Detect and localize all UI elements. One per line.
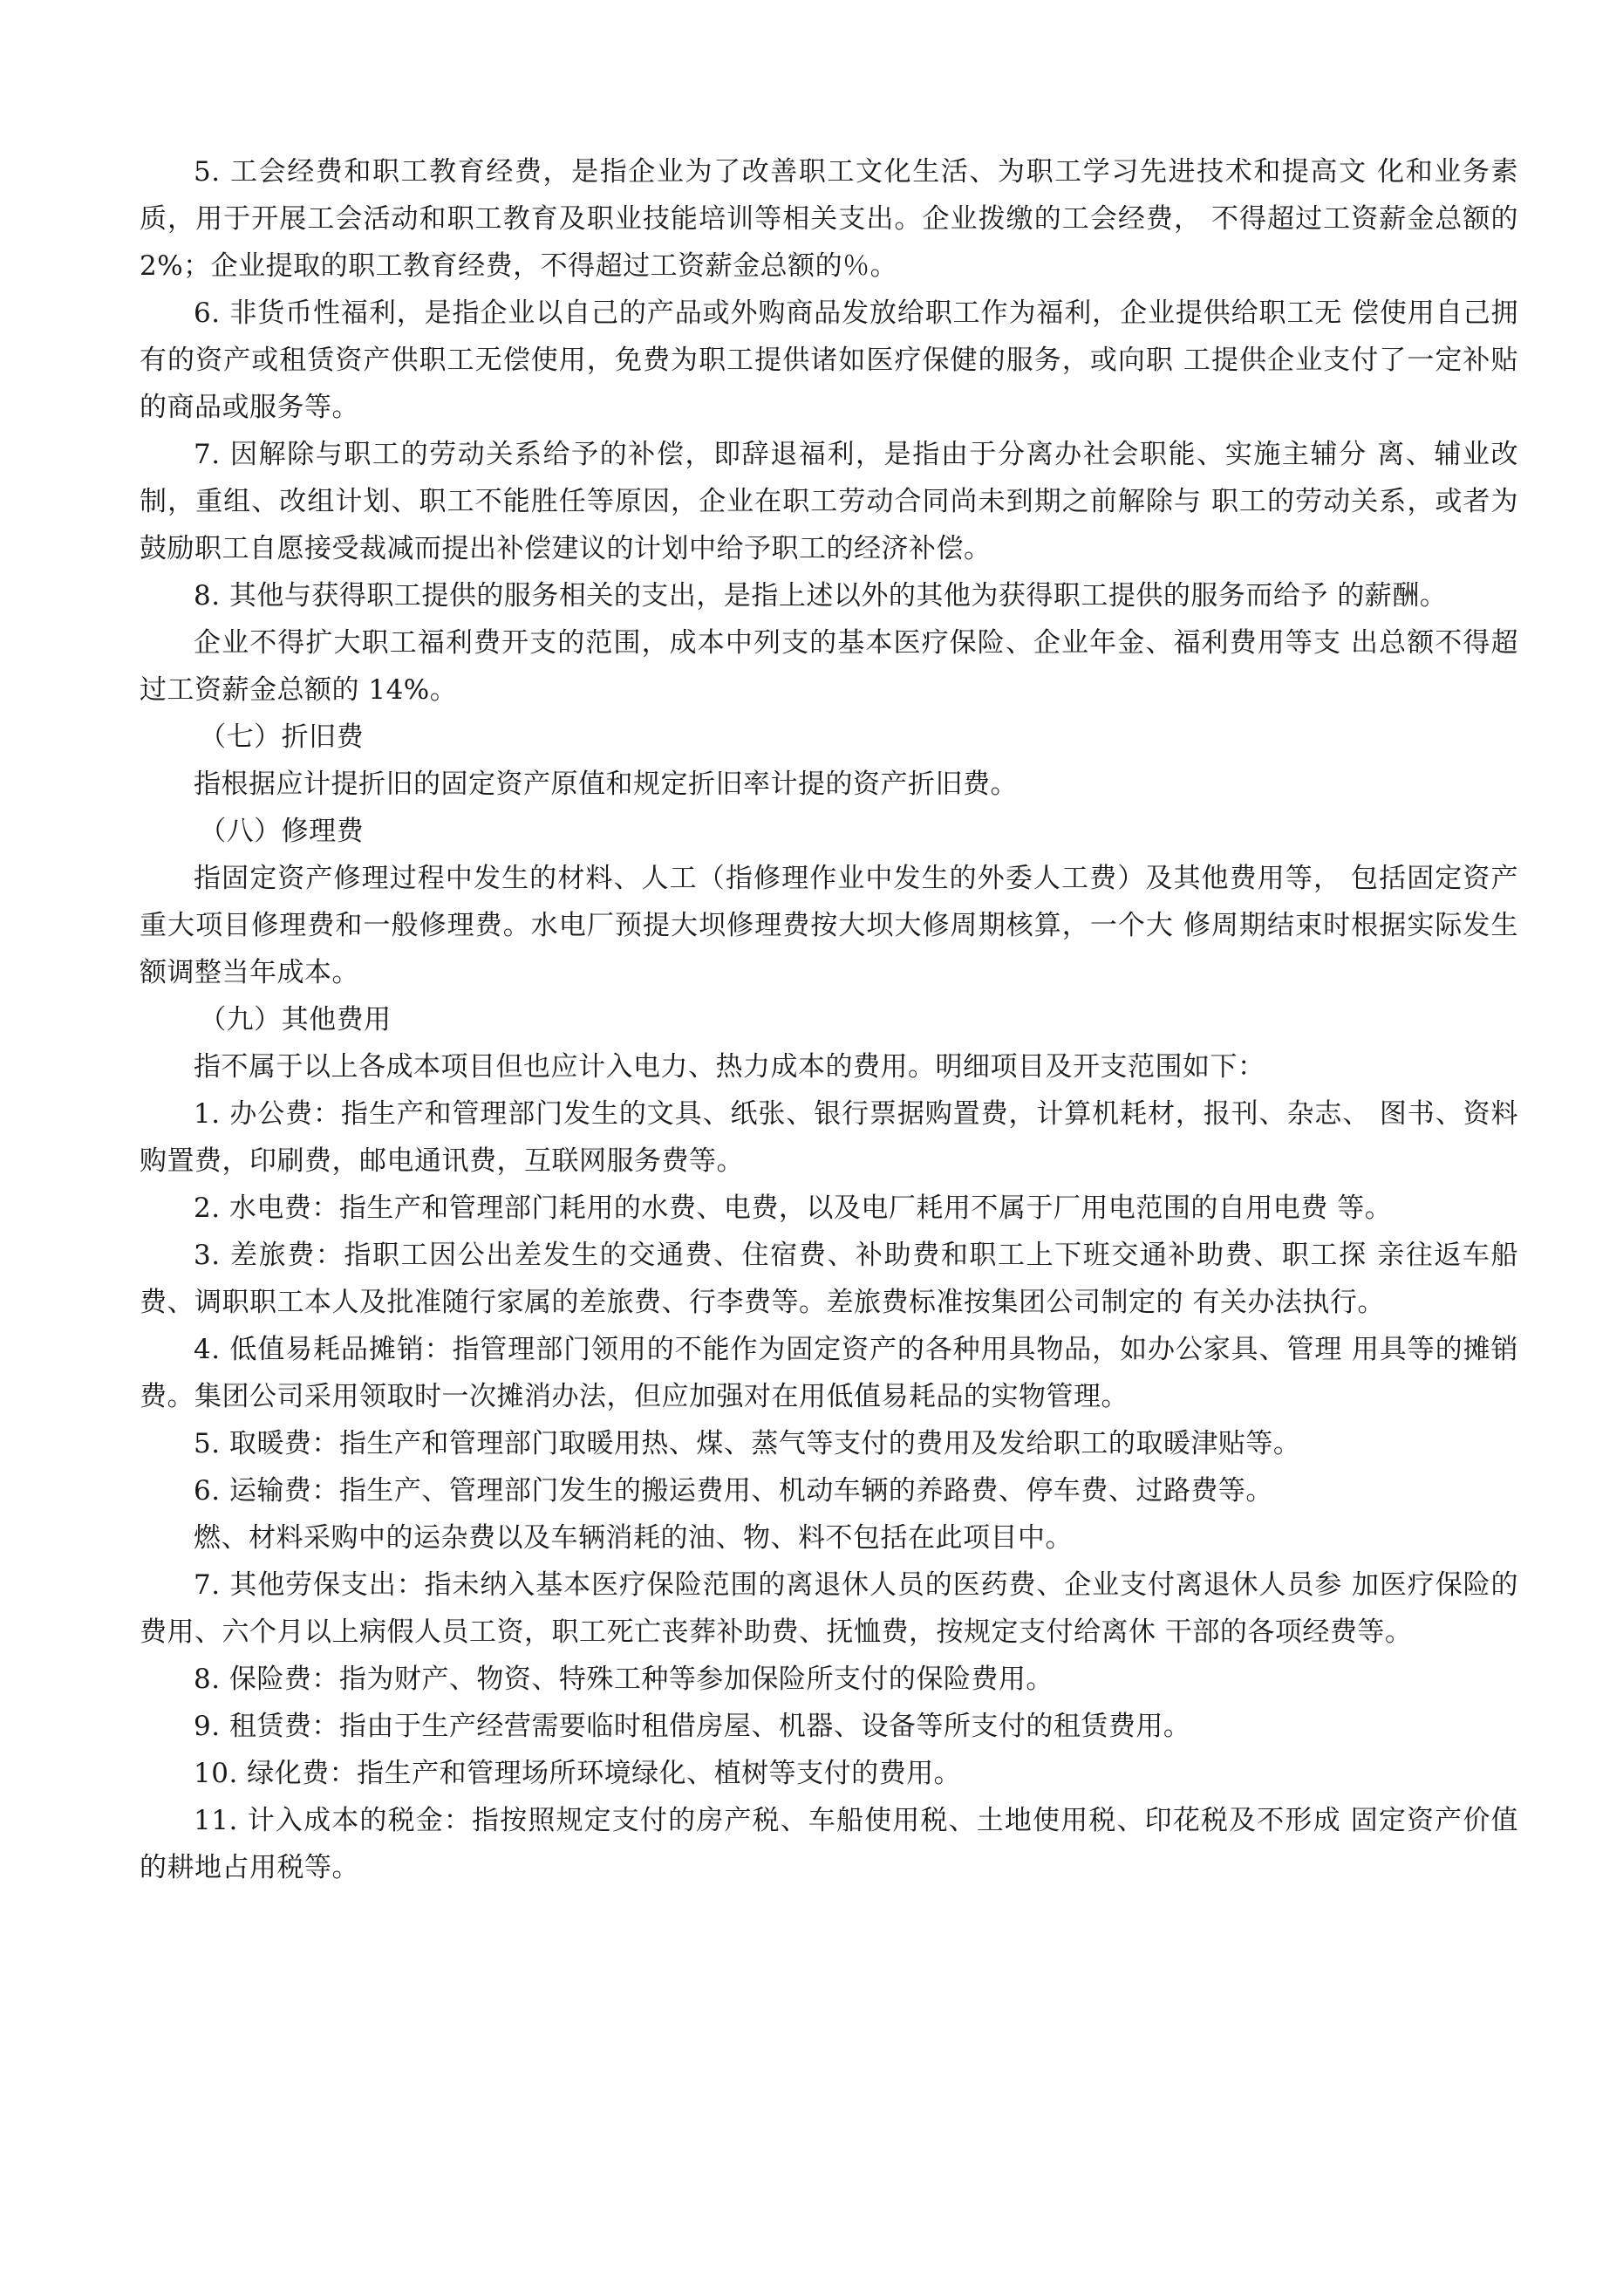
paragraph-non-monetary-benefits: 6. 非货币性福利，是指企业以自己的产品或外购商品发放给职工作为福利，企业提供给职工无 偿使用自己拥有的资产或租赁资产供职工无偿使用，免费为职工提供诸如医疗保健的服务，或向职 工提供企业支付了一定补贴的商品或服务等。 <box>140 297 1518 423</box>
section-heading-repair: （八）修理费 <box>199 816 365 847</box>
paragraph-union-and-education-fees: 5. 工会经费和职工教育经费，是指企业为了改善职工文化生活、为职工学习先进技术和提高文 化和业务素质，用于开展工会活动和职工教育及职业技能培训等相关支出。企业拨缴的工会经费， 不得超过工资薪金总额的 2%；企业提取的职工教育经费，不得超过工资薪金总额的％。 <box>140 156 1518 282</box>
paragraph-other-service-expenses: 8. 其他与获得职工提供的服务相关的支出，是指上述以外的其他为获得职工提供的服务而给予 的薪酬。 <box>194 580 1448 612</box>
paragraph-leasing: 9. 租赁费：指由于生产经营需要临时租借房屋、机器、设备等所支付的租赁费用。 <box>194 1711 1191 1742</box>
paragraph-transportation: 6. 运输费：指生产、管理部门发生的搬运费用、机动车辆的养路费、停车费、过路费等。 <box>194 1475 1273 1507</box>
section-heading-depreciation: （七）折旧费 <box>199 721 365 753</box>
paragraph-welfare-limit: 企业不得扩大职工福利费开支的范围，成本中列支的基本医疗保险、企业年金、福利费用等支 出总额不得超过工资薪金总额的 14%。 <box>140 627 1518 706</box>
paragraph-taxes: 11. 计入成本的税金：指按照规定支付的房产税、车船使用税、土地使用税、印花税及不形成 固定资产价值的耕地占用税等。 <box>140 1805 1518 1883</box>
paragraph-office-expenses: 1. 办公费：指生产和管理部门发生的文具、纸张、银行票据购置费，计算机耗材，报刊、杂志、 图书、资料购置费，印刷费，邮电通讯费，互联网服务费等。 <box>140 1098 1518 1177</box>
paragraph-insurance: 8. 保险费：指为财产、物资、特殊工种等参加保险所支付的保险费用。 <box>194 1664 1054 1695</box>
paragraph-low-value-consumables: 4. 低值易耗品摊销：指管理部门领用的不能作为固定资产的各种用具物品，如办公家具、管理 用具等的摊销费。集团公司采用领取时一次摊消办法，但应加强对在用低值易耗品的实物管理。 <box>140 1334 1518 1412</box>
paragraph-heating: 5. 取暖费：指生产和管理部门取暖用热、煤、蒸气等支付的费用及发给职工的取暖津贴等。 <box>194 1428 1301 1459</box>
paragraph-utilities: 2. 水电费：指生产和管理部门耗用的水费、电费，以及电厂耗用不属于厂用电范围的自用电费 等。 <box>194 1192 1393 1224</box>
paragraph-transportation-note: 燃、材料采购中的运杂费以及车辆消耗的油、物、料不包括在此项目中。 <box>194 1522 1073 1554</box>
section-heading-other-expenses: （九）其他费用 <box>199 1004 392 1035</box>
paragraph-other-labor-protection: 7. 其他劳保支出：指未纳入基本医疗保险范围的离退休人员的医药费、企业支付离退休人员参 加医疗保险的费用、六个月以上病假人员工资，职工死亡丧葬补助费、抚恤费，按规定支付给离休 干部的各项经费等。 <box>140 1569 1518 1648</box>
paragraph-dismissal-benefits: 7. 因解除与职工的劳动关系给予的补偿，即辞退福利，是指由于分离办社会职能、实施主辅分 离、辅业改制，重组、改组计划、职工不能胜任等原因，企业在职工劳动合同尚未到期之前解除与 职工的劳动关系，或者为鼓励职工自愿接受裁减而提出补偿建议的计划中给予职工的经济补偿。 <box>140 439 1518 564</box>
paragraph-other-expenses-intro: 指不属于以上各成本项目但也应计入电力、热力成本的费用。明细项目及开支范围如下： <box>194 1051 1265 1083</box>
paragraph-repair: 指固定资产修理过程中发生的材料、人工（指修理作业中发生的外委人工费）及其他费用等， 包括固定资产重大项目修理费和一般修理费。水电厂预提大坝修理费按大坝大修周期核算，一个大 修周期结束时根据实际发生额调整当年成本。 <box>140 863 1518 988</box>
paragraph-depreciation: 指根据应计提折旧的固定资产原值和规定折旧率计提的资产折旧费。 <box>194 769 1018 800</box>
paragraph-travel-expenses: 3. 差旅费：指职工因公出差发生的交通费、住宿费、补助费和职工上下班交通补助费、职工探 亲往返车船费、调职职工本人及批准随行家属的差旅费、行李费等。差旅费标准按集团公司制定的 有关办法执行。 <box>140 1240 1518 1318</box>
paragraph-greening: 10. 绿化费：指生产和管理场所环境绿化、植树等支付的费用。 <box>194 1758 962 1789</box>
